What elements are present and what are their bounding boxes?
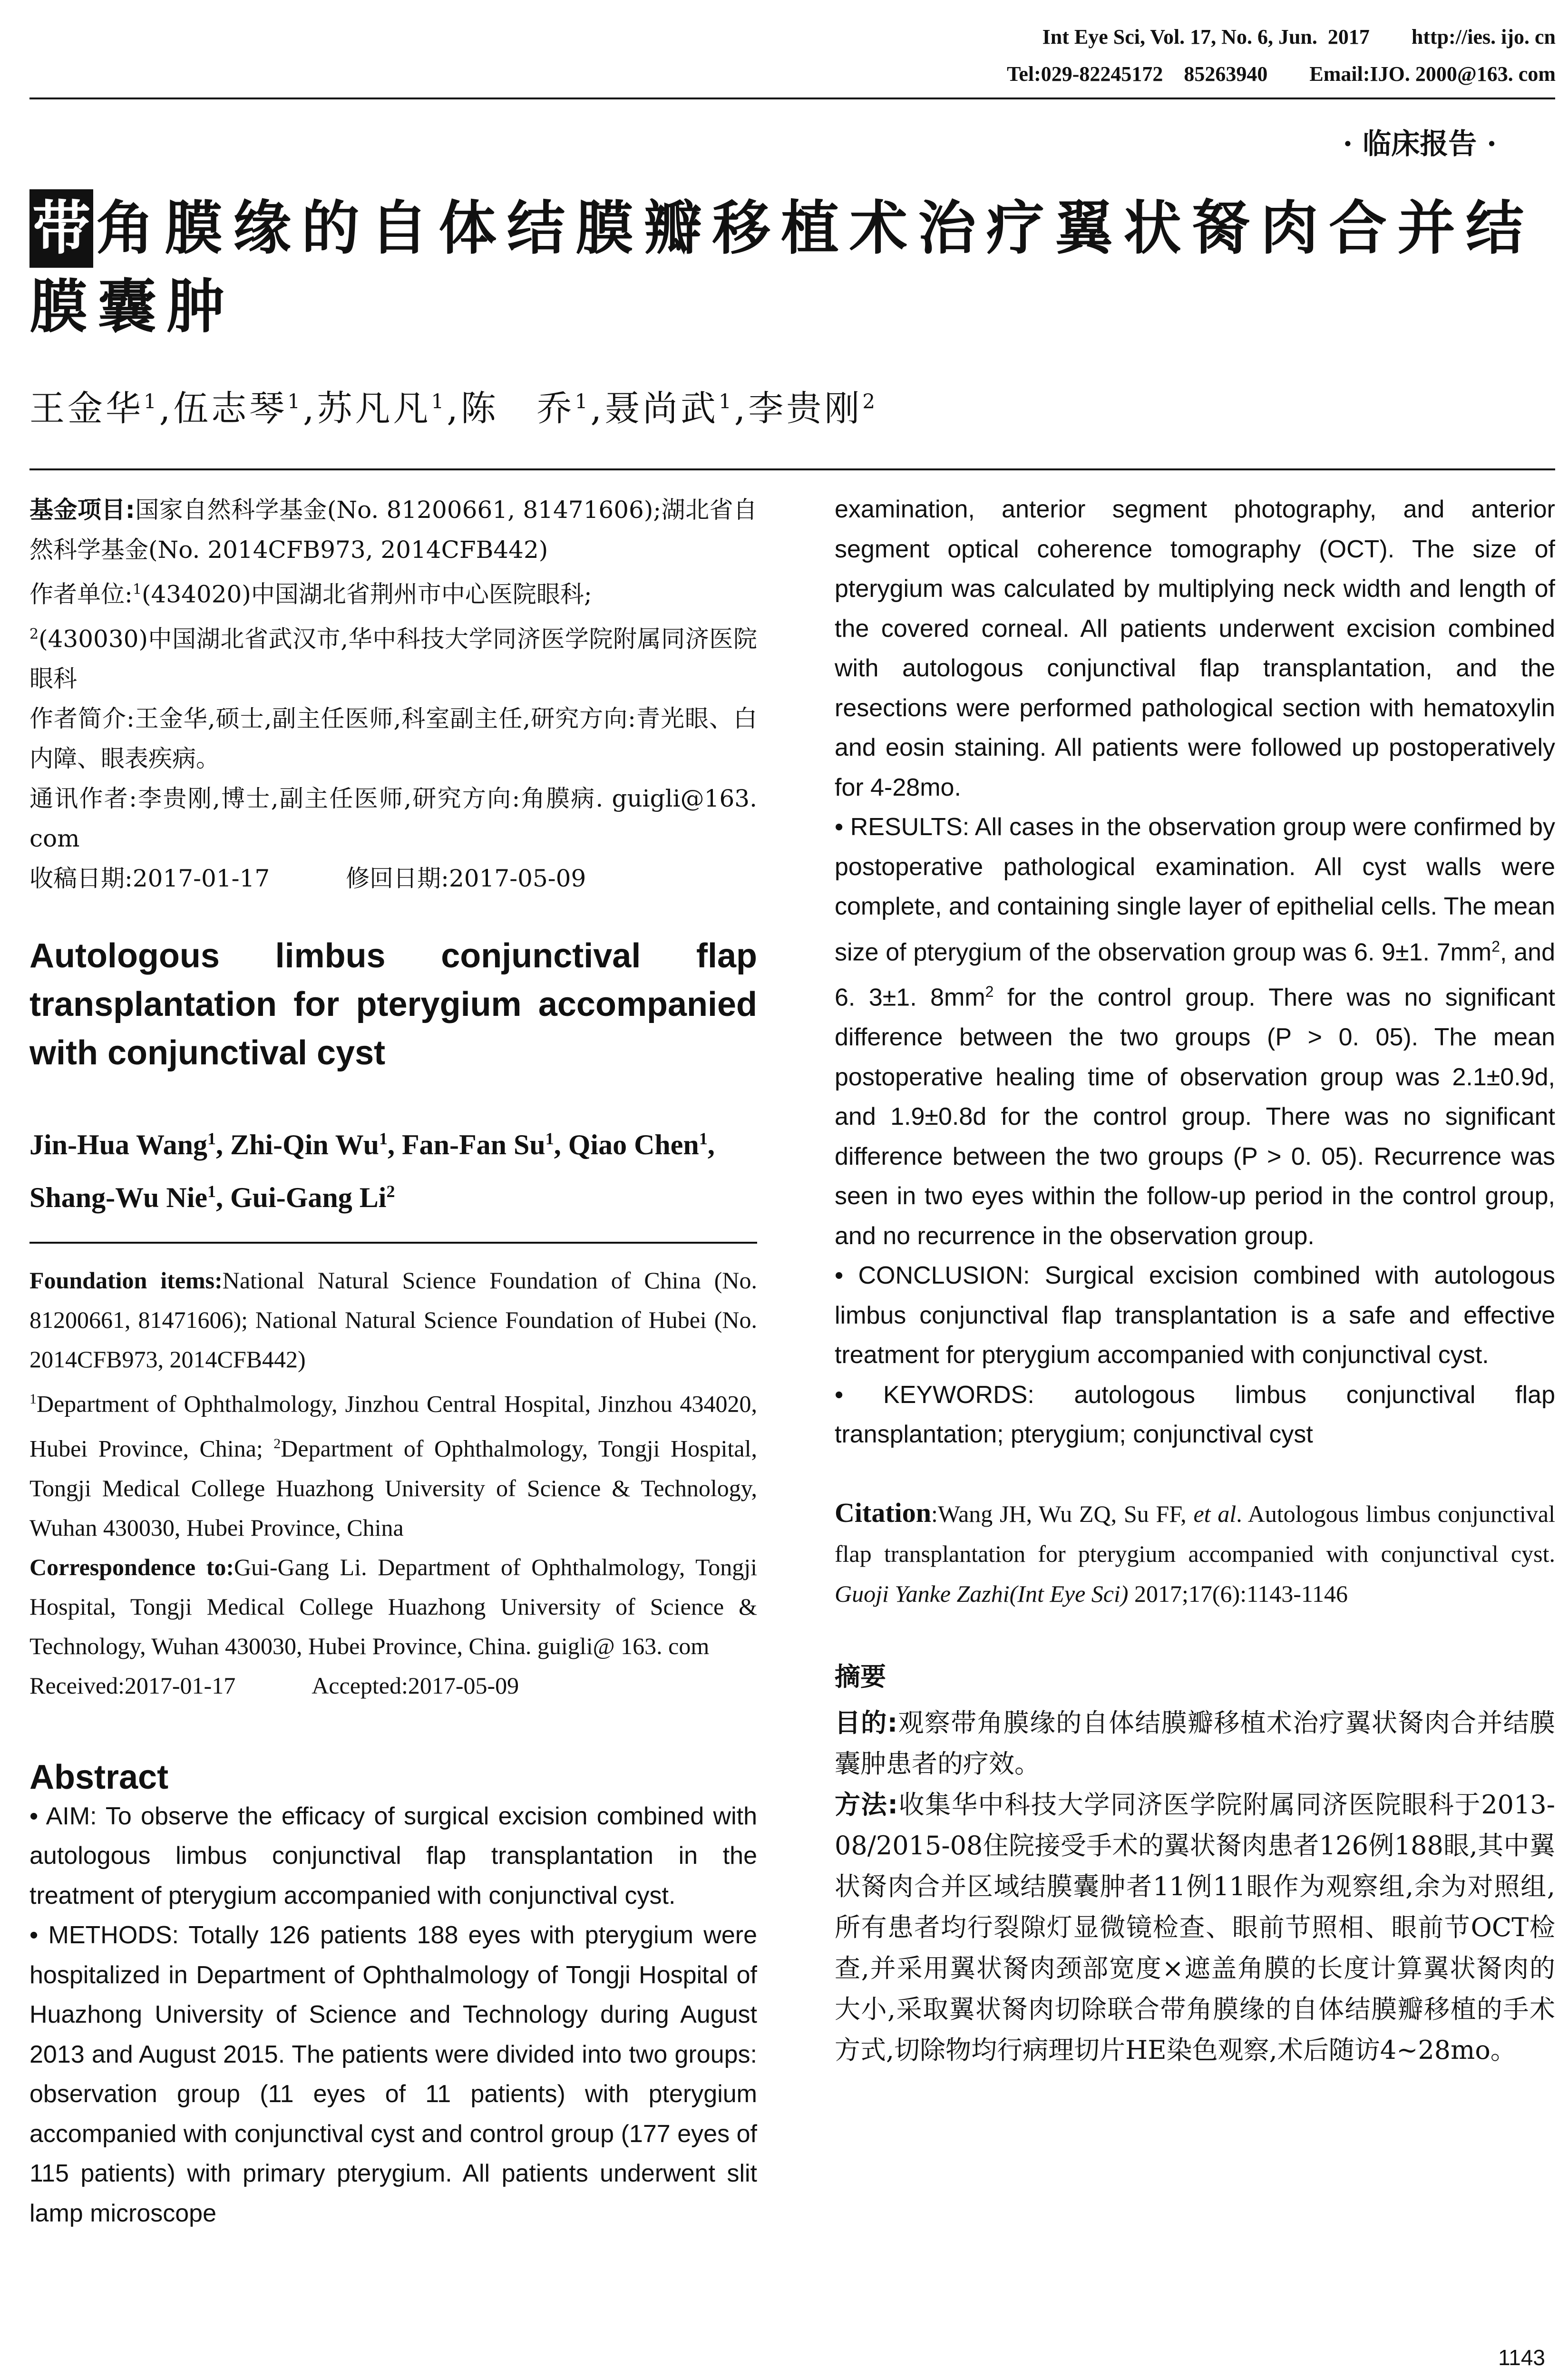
title-first-char: 带 (29, 189, 93, 268)
author-section-rule (29, 1242, 757, 1244)
chinese-metadata: 基金项目:国家自然科学基金(No. 81200661, 81471606);湖北省自然科学基金(No. 2014CFB973, 2014CFB442) 作者单位:$^1$(434020)中国湖北省荆州市中心医院眼科; $^2$(430030)中国湖北省武汉市,华中科技大学同济医学院附属同济医院眼科 作者简介:王金华,硕士,副主任医师,科室副主任,研究方向:青光眼、白内障、眼表疾病。 通讯作者:李贵刚,博士,副主任医师,研究方向:角膜病. guigli@163. com 收稿日期:2017-01-17 修回日期:2017-05-09 (29, 490, 757, 898)
abstract-methods: • METHODS: Totally 126 patients 188 eyes with pterygium were hospitalized in Department of Ophthalmology of Tongji Hospital of Huazhong University of Science and Technology during August 2013 and August 2015. The patients were divided into two groups: observation group (11 eyes of 11 patients) with pterygium accompanied with conjunctival cyst and control group (177 eyes of 115 patients) with primary pterygium. All patients underwent slit lamp microscope (29, 1921, 757, 2227)
abstract-conclusion: • CONCLUSION: Surgical excision combined with autologous limbus conjunctival flap transplantation is a safe and effective treatment for pterygium accompanied with conjunctival cyst. (835, 1262, 1555, 1369)
chinese-abstract: 目的:观察带角膜缘的自体结膜瓣移植术治疗翼状胬肉合并结膜囊肿患者的疗效。 方法:收集华中科技大学同济医学院附属同济医院眼科于2013-08/2015-08住院接受手术的翼状胬肉患者126例188眼,其中翼状胬肉合并区域结膜囊肿者11例11眼作为观察组,余为对照组,所有患者均行裂隙灯显微镜检查、眼前节照相、眼前节OCT检查,并采用翼状胬肉颈部宽度×遮盖角膜的长度计算翼状胬肉的大小,采取翼状胬肉切除联合带角膜缘的自体结膜瓣移植的手术方式,切除物均行病理切片HE染色观察,术后随访4~28mo。 (835, 1707, 1555, 2065)
abstract-aim: • AIM: To observe the efficacy of surgical excision combined with autologous limbus conjunctival flap transplantation in the treatment of pterygium accompanied with conjunctival cyst. (29, 1802, 757, 1909)
citation: Citation:Wang JH, Wu ZQ, Su FF, et al. Autologous limbus conjunctival flap transplantation for pterygium accompanied with conjunctival cyst. Guoji Yanke Zazhi(Int Eye Sci) 2017;17(6):1143-1146 (835, 1497, 1555, 1607)
header-rule (29, 97, 1555, 99)
chinese-title-text: 角膜缘的自体结膜瓣移植术治疗翼状胬肉合并结膜囊肿 (29, 195, 1534, 341)
page-number: 1143 (1498, 2345, 1545, 2370)
chinese-authors: 王金华$^1$,伍志琴$^1$,苏凡凡$^1$,陈 乔$^1$,聂尚武$^1$,李贵刚$^2$ (29, 388, 878, 429)
received-date-cn: 收稿日期:2017-01-17 (29, 865, 270, 893)
abstract-results: • RESULTS: All cases in the observation group were confirmed by postoperative pathological examination. All cyst walls were complete, and containing single layer of epithelial cells. The mean size of pterygium of the observation group was 6. 9±1. $7mm^2$, and 6. 3±1. $8mm^2$ for the control group. There was no significant difference between the two groups (P > 0. 05). The mean postoperative healing time of observation group was 2.1±0.9d, and 1.9±0.8d for the control group. There was no significant difference between the two groups (P > 0. 05). Recurrence was seen in two eyes within the follow-up period in the control group, and no recurrence in the observation group. (835, 813, 1556, 1250)
accepted-date-en: Accepted:2017-05-09 (312, 1672, 519, 1699)
revised-date-cn: 修回日期:2017-05-09 (346, 865, 586, 893)
journal-header-line-2: Tel:029-82245172 85263940 Email:IJO. 2000@163. com (1007, 62, 1556, 86)
chinese-abstract-heading: 摘要 (835, 1661, 886, 1692)
left-column (29, 490, 757, 2233)
section-tag: · 临床报告 · (1343, 127, 1497, 161)
journal-header-line-1: Int Eye Sci, Vol. 17, No. 6, Jun. 2017 http://ies. ijo. cn (1042, 25, 1556, 49)
abstract-right (835, 490, 1555, 1455)
authors-rule (29, 468, 1555, 470)
abstract-left (29, 1797, 757, 2234)
chinese-title (29, 189, 1542, 346)
received-date-en: Received:2017-01-17 (29, 1672, 236, 1699)
abstract-keywords: • KEYWORDS: autologous limbus conjunctival flap transplantation; pterygium; conjunctival cyst (835, 1381, 1555, 1449)
english-metadata: Foundation items:National Natural Science Foundation of China (No. 81200661, 81471606); National Natural Science Foundation of Hubei (No. 2014CFB973, 2014CFB442) $^1$Department of Ophthalmology, Jinzhou Central Hospital, Jinzhou 434020, Hubei Province, China; $^2$Department of Ophthalmology, Tongji Hospital, Tongji Medical College Huazhong University of Science & Technology, Wuhan 430030, Hubei Province, China Correspondence to:Gui-Gang Li. Department of Ophthalmology, Tongji Hospital, Tongji Medical College Huazhong University of Science & Technology, Wuhan 430030, Hubei Province, China. guigli@ 163. com Received:2017-01-17 Accepted:2017-05-09 (29, 1261, 757, 1705)
right-column (835, 490, 1555, 2071)
abstract-methods-continued: examination, anterior segment photography, and anterior segment optical coherence tomography (OCT). The size of pterygium was calculated by multiplying neck width and length of the covered corneal. All patients underwent excision combined with autologous conjunctival flap transplantation, and the resections were performed pathological section with hematoxylin and eosin staining. All patients were followed up postoperatively for 4-28mo. (835, 496, 1555, 801)
english-authors: Jin-Hua Wang$^1$, Zhi-Qin Wu$^1$, Fan-Fan Su$^1$, Qiao Chen$^1$, Shang-Wu Nie$^1$, Gui-Gang Li$^2$ (29, 1129, 715, 1214)
abstract-heading: Abstract (29, 1758, 169, 1796)
english-title: Autologous limbus conjunctival flap transplantation for pterygium accompanied with conjunctival cyst (29, 937, 757, 1072)
